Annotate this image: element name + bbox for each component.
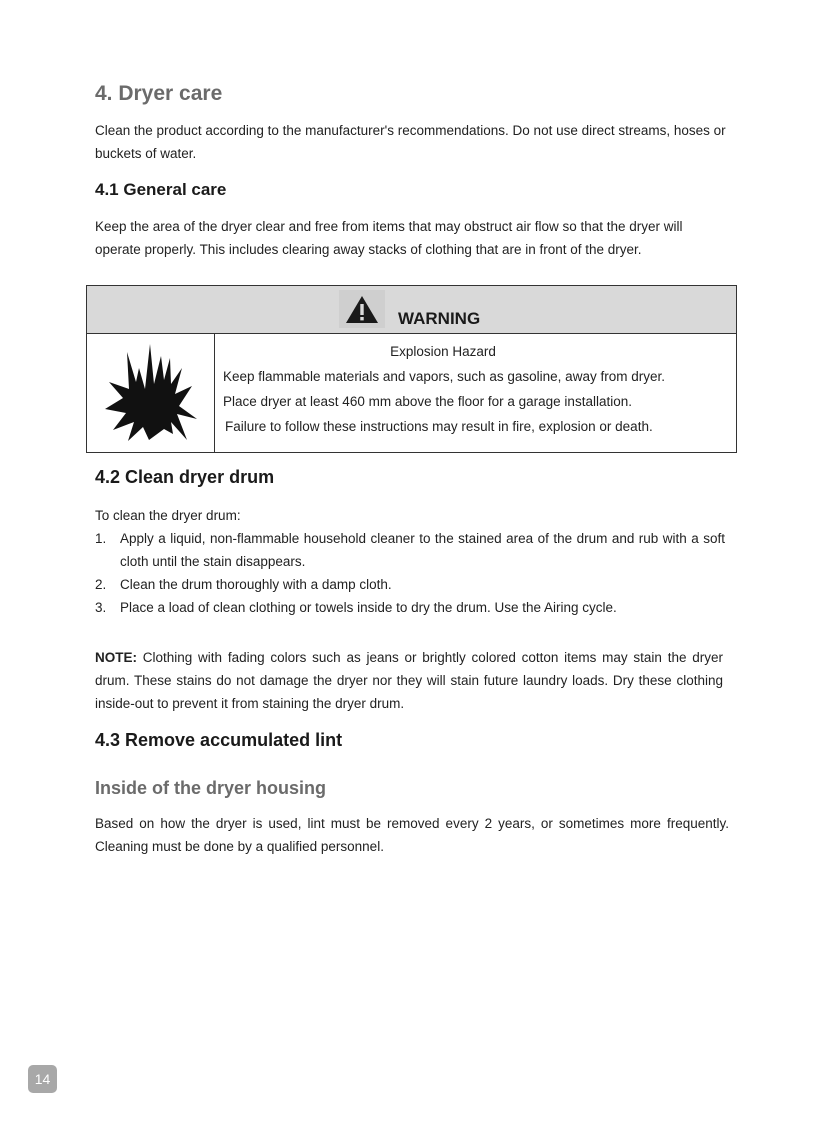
step-number: 3.: [95, 600, 107, 615]
warning-line: Place dryer at least 460 mm above the floor for a garage installation.: [223, 394, 632, 409]
clean-drum-title: 4.2 Clean dryer drum: [95, 467, 275, 487]
explosion-icon: [87, 334, 214, 452]
step-text: Clean the drum thoroughly with a damp cloth.: [120, 577, 392, 592]
general-care-text: Keep the area of the dryer clear and free from items that may obstruct air flow so that the dryer will operate properly. This includes clearing away stacks of clothing that are in front of the dryer.: [95, 219, 683, 257]
warning-hazard: Explosion Hazard: [390, 344, 496, 359]
step-number: 1.: [95, 531, 107, 546]
warning-header: [87, 286, 736, 334]
note-paragraph: [95, 646, 723, 715]
step-text: Apply a liquid, non-flammable household cleaner to the stained area of the drum and rub with a soft cloth until the stain disappears.: [120, 531, 725, 569]
warning-line: Failure to follow these instructions may result in fire, explosion or death.: [225, 419, 653, 434]
warning-box: [86, 285, 737, 453]
general-care-title: 4.1 General care: [95, 180, 227, 199]
section-intro: Clean the product according to the manufacturer's recommendations. Do not use direct streams, hoses or buckets of water.: [95, 123, 726, 161]
remove-lint-subtitle: Inside of the dryer housing: [95, 778, 327, 798]
warning-triangle-icon: [339, 290, 385, 328]
warning-line: Keep flammable materials and vapors, such as gasoline, away from dryer.: [223, 369, 665, 384]
section-title: 4. Dryer care: [95, 82, 223, 105]
clean-drum-steps: [95, 527, 725, 619]
note-label: NOTE:: [95, 650, 137, 665]
step-text: Place a load of clean clothing or towels inside to dry the drum. Use the Airing cycle.: [120, 600, 617, 615]
list-item: [95, 527, 725, 573]
warning-image-cell: [87, 334, 215, 452]
clean-drum-lead: To clean the dryer drum:: [95, 508, 241, 523]
step-number: 2.: [95, 577, 107, 592]
note-text: Clothing with fading colors such as jeans or brightly colored cotton items may stain the dryer drum. These stains do not damage the dryer nor they will stain future laundry loads. Dry these clothing inside-out to prevent it from staining the dryer drum.: [95, 650, 723, 711]
list-item: [95, 596, 725, 619]
remove-lint-text: Based on how the dryer is used, lint must be removed every 2 years, or sometimes more frequently. Cleaning must be done by a qualified personnel.: [95, 816, 729, 854]
remove-lint-title: 4.3 Remove accumulated lint: [95, 730, 343, 750]
page-number: 14: [28, 1065, 57, 1093]
warning-title: WARNING: [398, 309, 481, 328]
list-item: [95, 573, 725, 596]
